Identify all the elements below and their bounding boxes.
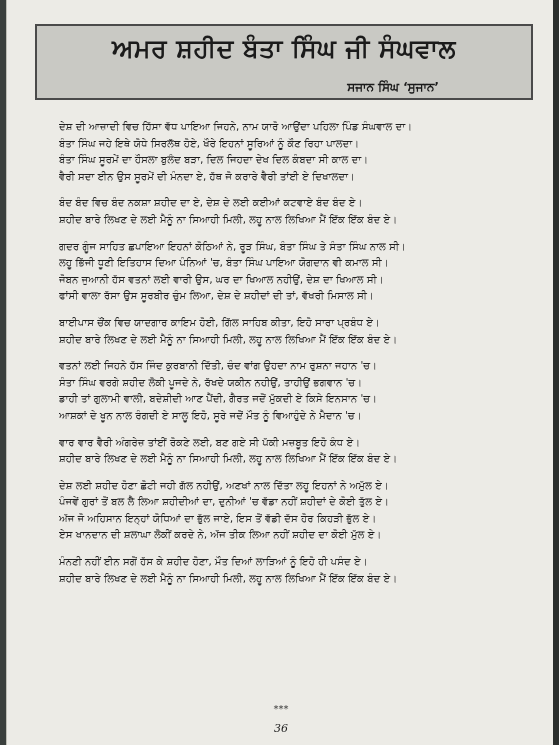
poem-line: ਅੱਜ ਜੋ ਅਹਿਸਾਨ ਇਨ੍ਹਾਂ ਯੋਧਿਆਂ ਦਾ ਭੁੱਲ ਜਾਏ, ਇਸ ਤੋਂ ਵੱਡੀ ਦੱਸ ਹੋਰ ਕਿਹੜੀ ਭੁੱਲ ਏ। [59,513,377,525]
poem-line: ਸ਼ਹੀਦ ਬਾਰੇ ਲਿਖਣ ਦੇ ਲਈ ਮੈਨੂੰ ਨਾ ਸਿਆਹੀ ਮਿਲੀ, ਲਹੂ ਨਾਲ ਲਿਖਿਆ ਮੈਂ ਇੱਕ ਇੱਕ ਬੰਦ ਏ। [59,454,398,466]
poem-line: ਵਾਰ ਵਾਰ ਵੈਰੀ ਅੰਗਰੇਜ਼ ਤਾਂਈਂ ਰੋਕਣੇ ਲਈ, ਬਣ ਗਏ ਸੀ ਪੱਕੀ ਮਜ਼ਬੂਤ ਇਹੋ ਕੰਧ ਏ। [59,437,361,449]
poem-line: ਪੰਜਵੇਂ ਗੁਰਾਂ ਤੋਂ ਬਲ ਲੈ ਲਿਆ ਸ਼ਹੀਦੀਆਂ ਦਾ, ਦੁਨੀਆਂ 'ਚ ਵੱਡਾ ਨਹੀਂ ਸ਼ਹੀਦਾਂ ਦੇ ਕੋਈ ਤੁੱਲ ਏ। [59,497,390,509]
poem-line: ਏਸ ਖਾਨਦਾਨ ਦੀ ਸ਼ਲਾਘਾ ਲੋਕੀਂ ਕਰਦੇ ਨੇ, ਅੱਜ ਤੀਕ ਲਿਆ ਨਹੀਂ ਸ਼ਹੀਦ ਦਾ ਕੋਈ ਮੁੱਲ ਏ। [59,530,382,542]
poem-line: ਸ਼ਹੀਦ ਬਾਰੇ ਲਿਖਣ ਦੇ ਲਈ ਮੈਨੂੰ ਨਾ ਸਿਆਹੀ ਮਿਲੀ, ਲਹੂ ਨਾਲ ਲਿਖਿਆ ਮੈਂ ਇੱਕ ਇੱਕ ਬੰਦ ਏ। [59,573,398,585]
poem-line: ਦੇਸ਼ ਦੀ ਆਜ਼ਾਦੀ ਵਿਚ ਹਿੱਸਾ ਵੱਧ ਪਾਇਆ ਜਿਹਨੇ, ਨਾਮ ਯਾਰੋ ਆਉਂਦਾ ਪਹਿਲਾ ਪਿੰਡ ਸੰਘਵਾਲ ਦਾ। [59,122,413,133]
poem-line: ਗਦਰ ਗੂੰਜ ਸਾਹਿਤ ਛਪਾਇਆ ਇਹਨਾਂ ਕੋਠਿਆਂ ਨੇ, ਰੂੜ ਸਿੰਘ, ਬੰਤਾ ਸਿੰਘ ਤੇ ਸੰਤਾ ਸਿੰਘ ਨਾਲ ਸੀ। [59,241,406,253]
end-ornament: *** [273,704,289,715]
stanza [59,316,549,349]
poem-line: ਡਾਹੀ ਤਾਂ ਗੁਲਾਮੀ ਵਾਲੀ, ਬਦੇਸ਼ੀਦੀ ਆਣ ਪੈਂਦੀ, ਗੈਰਤ ਜਦੋਂ ਮੁੱਕਦੀ ਏ ਕਿਸੇ ਇਨਸਾਨ 'ਚ। [59,394,377,406]
book-page [6,0,555,745]
poem-line: ਸੰਤਾ ਸਿੰਘ ਵਰਗੇ ਸ਼ਹੀਦ ਲੋਕੀ ਪੂਜਦੇ ਨੇ, ਰੱਖਦੇ ਯਕੀਨ ਨਹੀਉਂ, ਤਾਹੀਉਂ ਭਗਵਾਨ 'ਚ। [59,377,363,389]
poem-line: ਵਤਨਾਂ ਲਈ ਜਿਹਨੇ ਹੱਸ ਜਿੰਦ ਕੁਰਬਾਨੀ ਦਿੱਤੀ, ਚੰਦ ਵਾਂਗ ਉਹਦਾ ਨਾਮ ਰੁਸ਼ਨਾ ਜਹਾਨ 'ਚ। [59,361,378,373]
poem-line: ਆਸ਼ਕਾਂ ਦੇ ਖੂਨ ਨਾਲ ਰੰਗਦੀ ਏ ਸਾਲੂ ਇਹੋ, ਸੂਰੇ ਜਦੋਂ ਮੌਤ ਨੂੰ ਵਿਆਹੁੰਦੇ ਨੇ ਮੈਦਾਨ 'ਚ। [59,410,362,422]
poem-line: ਦੇਸ਼ ਲਈ ਸ਼ਹੀਦ ਹੋਣਾ ਛੋਟੀ ਜਹੀ ਗੱਲ ਨਹੀਉਂ, ਅਣਖਾਂ ਨਾਲ ਦਿੱਤਾ ਲਹੂ ਇਹਨਾਂ ਨੇ ਅਮੁੱਲ ਏ। [59,480,389,492]
poem-line: ਬੰਤਾ ਸਿੰਘ ਸੂਰਮੇਂ ਦਾ ਹੌਸਲਾ ਬੁਲੰਦ ਬੜਾ, ਦਿਲ ਜਿਹਦਾ ਦੇਖ ਦਿਲ ਕੰਬਦਾ ਸੀ ਕਾਲ ਦਾ। [59,155,369,167]
title-box [35,24,533,100]
poem-body [59,120,549,598]
book-spine [553,0,559,745]
poem-line: ਸ਼ਹੀਦ ਬਾਰੇ ਲਿਖਣ ਦੇ ਲਈ ਮੈਨੂੰ ਨਾ ਸਿਆਹੀ ਮਿਲੀ, ਲਹੂ ਨਾਲ ਲਿਖਿਆ ਮੈਂ ਇੱਕ ਇੱਕ ਬੰਦ ਏ। [59,214,398,226]
stanza [59,479,549,545]
poem-line: ਲਹੂ ਭਿੱਜੀ ਧੂਣੀ ਇਤਿਹਾਸ ਦਿਆ ਪੰਨਿਆਂ 'ਚ, ਬੰਤਾ ਸਿੰਘ ਪਾਇਆ ਯੋਗਦਾਨ ਵੀ ਕਮਾਲ ਸੀ। [59,258,389,270]
poem-line: ਬੰਦ ਬੰਦ ਵਿਚ ਬੰਦ ਨਕਸ਼ਾ ਸ਼ਹੀਦ ਦਾ ਏ, ਦੇਸ਼ ਦੇ ਲਈ ਕਈਆਂ ਕਟਵਾਏ ਬੰਦ ਬੰਦ ਏ। [59,198,363,210]
stanza [59,359,549,425]
poem-line: ਬੰਤਾ ਸਿੰਘ ਜਹੇ ਇਥੇ ਯੋਧੇ ਸਿਰਲੱਥ ਹੋਏ, ਖੌਰੇ ਇਹਨਾਂ ਸੂਰਿਆਂ ਨੂੰ ਕੌਣ ਰਿਹਾ ਪਾਲਦਾ। [59,138,360,150]
poem-line: ਫਾਂਸੀ ਵਾਲਾ ਰੱਸਾ ਉਸ ਸੂਰਬੀਰ ਚੁੰਮ ਲਿਆ, ਦੇਸ਼ ਦੇ ਸ਼ਹੀਦਾਂ ਦੀ ਤਾਂ, ਵੱਖਰੀ ਮਿਸਾਲ ਸੀ। [59,291,374,303]
poem-line: ਜੋਬਨ ਜੁਆਨੀ ਹੱਸ ਵਤਨਾਂ ਲਈ ਵਾਰੀ ਉਸ, ਘਰ ਦਾ ਖਿਆਲ ਨਹੀਉਂ, ਦੇਸ਼ ਦਾ ਖਿਆਲ ਸੀ। [59,274,384,286]
stanza [59,196,549,229]
poem-line: ਮੰਨਣੀ ਨਹੀਂ ਈਨ ਸਗੋਂ ਹੱਸ ਕੇ ਸ਼ਹੀਦ ਹੋਣਾ, ਮੌਤ ਦਿਆਂ ਲਾੜਿਆਂ ਨੂੰ ਇਹੋ ਹੀ ਪਸੰਦ ਏ। [59,557,368,569]
author-name: ਸਜਾਨ ਸਿੰਘ ‘ਸੁਜਾਨ’ [347,80,439,94]
stanza [59,436,549,469]
stanza [59,555,549,588]
poem-line: ਸ਼ਹੀਦ ਬਾਰੇ ਲਿਖਣ ਦੇ ਲਈ ਮੈਨੂੰ ਨਾ ਸਿਆਹੀ ਮਿਲੀ, ਲਹੂ ਨਾਲ ਲਿਖਿਆ ਮੈਂ ਇੱਕ ਇੱਕ ਬੰਦ ਏ। [59,334,398,346]
stanza [59,120,549,186]
poem-line: ਬਾਈਪਾਸ ਚੌਂਕ ਵਿਚ ਯਾਦਗਾਰ ਕਾਇਮ ਹੋਈ, ਗਿੱਲ ਸਾਹਿਬ ਕੀਤਾ, ਇਹੋ ਸਾਰਾ ਪ੍ਰਬੰਧ ਏ। [59,317,380,329]
stanza [59,240,549,306]
page-number: 36 [274,722,288,735]
page-title: ਅਮਰ ਸ਼ਹੀਦ ਬੰਤਾ ਸਿੰਘ ਜੀ ਸੰਘਵਾਲ [112,34,456,63]
poem-line: ਵੈਰੀ ਸਦਾ ਈਨ ਉਸ ਸੂਰਮੇਂ ਦੀ ਮੰਨਦਾ ਏ, ਹੱਥ ਜੋ ਕਰਾਰੇ ਵੈਰੀ ਤਾਂਈ ਏ ਦਿਖਾਲਦਾ। [59,171,355,183]
